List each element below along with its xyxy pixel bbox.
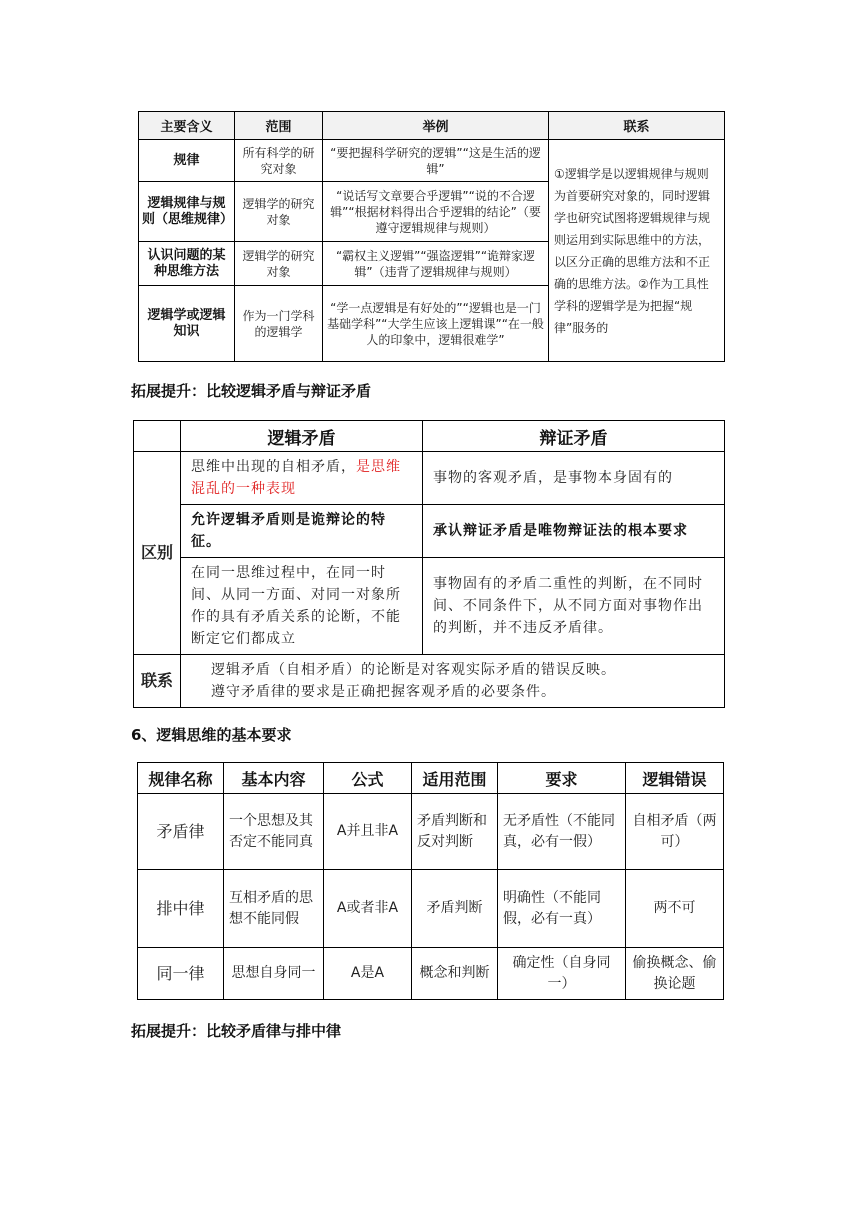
column-header: 范围 bbox=[235, 112, 323, 140]
column-header bbox=[134, 421, 181, 452]
column-header: 举例 bbox=[323, 112, 549, 140]
table-header-row bbox=[139, 112, 725, 140]
logical-contradiction-cell bbox=[181, 452, 423, 505]
law-requirement: 确定性（自身同一） bbox=[498, 948, 626, 1000]
law-content: 思想自身同一 bbox=[224, 948, 324, 1000]
difference-label: 区别 bbox=[134, 452, 181, 655]
connection-line: 逻辑矛盾（自相矛盾）的论断是对客观实际矛盾的错误反映。 bbox=[211, 662, 616, 678]
table-row bbox=[134, 452, 725, 505]
meaning-term: 认识问题的某种思维方法 bbox=[139, 242, 235, 286]
meaning-example: “学一点逻辑是有好处的”“逻辑也是一门基础学科”“大学生应该上逻辑课”“在一般人的印象中，逻辑很难学” bbox=[323, 286, 549, 362]
section-heading: 拓展提升：比较矛盾律与排中律 bbox=[131, 1022, 342, 1040]
column-header: 逻辑矛盾 bbox=[181, 421, 423, 452]
law-name: 排中律 bbox=[138, 870, 224, 948]
section-heading: 6、逻辑思维的基本要求 bbox=[131, 726, 292, 744]
contradiction-table bbox=[133, 420, 725, 708]
section-heading: 拓展提升：比较逻辑矛盾与辩证矛盾 bbox=[131, 382, 372, 400]
law-scope: 概念和判断 bbox=[412, 948, 498, 1000]
meaning-scope: 逻辑学的研究对象 bbox=[235, 242, 323, 286]
column-header: 公式 bbox=[324, 763, 412, 794]
logic-laws-table bbox=[137, 762, 724, 1000]
table-row bbox=[134, 505, 725, 558]
logical-contradiction-cell: 允许逻辑矛盾则是诡辩论的特征。 bbox=[181, 505, 423, 558]
dialectical-contradiction-cell: 承认辩证矛盾是唯物辩证法的根本要求 bbox=[423, 505, 725, 558]
column-header: 逻辑错误 bbox=[626, 763, 724, 794]
meaning-table bbox=[138, 111, 725, 362]
column-header: 主要含义 bbox=[139, 112, 235, 140]
meaning-example: “霸权主义逻辑”“强盗逻辑”“诡辩家逻辑”（违背了逻辑规律与规则） bbox=[323, 242, 549, 286]
dialectical-contradiction-cell: 事物固有的矛盾二重性的判断，在不同时间、不同条件下，从不同方面对事物作出的判断，并不违反矛盾律。 bbox=[423, 558, 725, 655]
law-error: 偷换概念、偷换论题 bbox=[626, 948, 724, 1000]
table-row bbox=[134, 655, 725, 708]
law-formula: A是A bbox=[324, 948, 412, 1000]
dialectical-contradiction-cell: 事物的客观矛盾，是事物本身固有的 bbox=[423, 452, 725, 505]
connection-cell bbox=[181, 655, 725, 708]
law-requirement: 无矛盾性（不能同真，必有一假） bbox=[498, 794, 626, 870]
column-header: 基本内容 bbox=[224, 763, 324, 794]
meaning-example: “要把握科学研究的逻辑”“这是生活的逻辑” bbox=[323, 140, 549, 182]
meaning-scope: 作为一门学科的逻辑学 bbox=[235, 286, 323, 362]
law-formula: A并且非A bbox=[324, 794, 412, 870]
meaning-term: 规律 bbox=[139, 140, 235, 182]
law-scope: 矛盾判断和反对判断 bbox=[412, 794, 498, 870]
table-header-row bbox=[138, 763, 724, 794]
law-name: 矛盾律 bbox=[138, 794, 224, 870]
table-row bbox=[138, 870, 724, 948]
logical-contradiction-cell: 在同一思维过程中，在同一时间、从同一方面、对同一对象所作的具有矛盾关系的论断，不能断定它们都成立 bbox=[181, 558, 423, 655]
law-content: 互相矛盾的思想不能同假 bbox=[224, 870, 324, 948]
table-row bbox=[138, 794, 724, 870]
connection-line: 遵守矛盾律的要求是正确把握客观矛盾的必要条件。 bbox=[211, 684, 556, 700]
meaning-term: 逻辑学或逻辑知识 bbox=[139, 286, 235, 362]
law-content: 一个思想及其否定不能同真 bbox=[224, 794, 324, 870]
meaning-example: “说话写文章要合乎逻辑”“说的不合逻辑”“根据材料得出合乎逻辑的结论”（要遵守逻辑规律与规则） bbox=[323, 182, 549, 242]
column-header: 适用范围 bbox=[412, 763, 498, 794]
meaning-term: 逻辑规律与规则（思维规律） bbox=[139, 182, 235, 242]
column-header: 辩证矛盾 bbox=[423, 421, 725, 452]
column-header: 联系 bbox=[549, 112, 725, 140]
law-name: 同一律 bbox=[138, 948, 224, 1000]
column-header: 要求 bbox=[498, 763, 626, 794]
meaning-scope: 所有科学的研究对象 bbox=[235, 140, 323, 182]
table-row bbox=[138, 948, 724, 1000]
table-row bbox=[134, 558, 725, 655]
highlight-text: 是思维混乱的一种表现 bbox=[191, 459, 401, 497]
table-row bbox=[139, 140, 725, 182]
meaning-connection: ①逻辑学是以逻辑规律与规则为首要研究对象的，同时逻辑学也研究试图将逻辑规律与规则运用到实际思维中的方法，以区分正确的思维方法和不正确的思维方法。②作为工具性学科的逻辑学是为把握“规律”服务的 bbox=[549, 140, 725, 362]
law-error: 自相矛盾（两可） bbox=[626, 794, 724, 870]
law-formula: A或者非A bbox=[324, 870, 412, 948]
table-header-row bbox=[134, 421, 725, 452]
cell-text: 思维中出现的自相矛盾， bbox=[191, 459, 356, 475]
law-error: 两不可 bbox=[626, 870, 724, 948]
column-header: 规律名称 bbox=[138, 763, 224, 794]
connection-label: 联系 bbox=[134, 655, 181, 708]
meaning-scope: 逻辑学的研究对象 bbox=[235, 182, 323, 242]
law-requirement: 明确性（不能同假，必有一真） bbox=[498, 870, 626, 948]
law-scope: 矛盾判断 bbox=[412, 870, 498, 948]
